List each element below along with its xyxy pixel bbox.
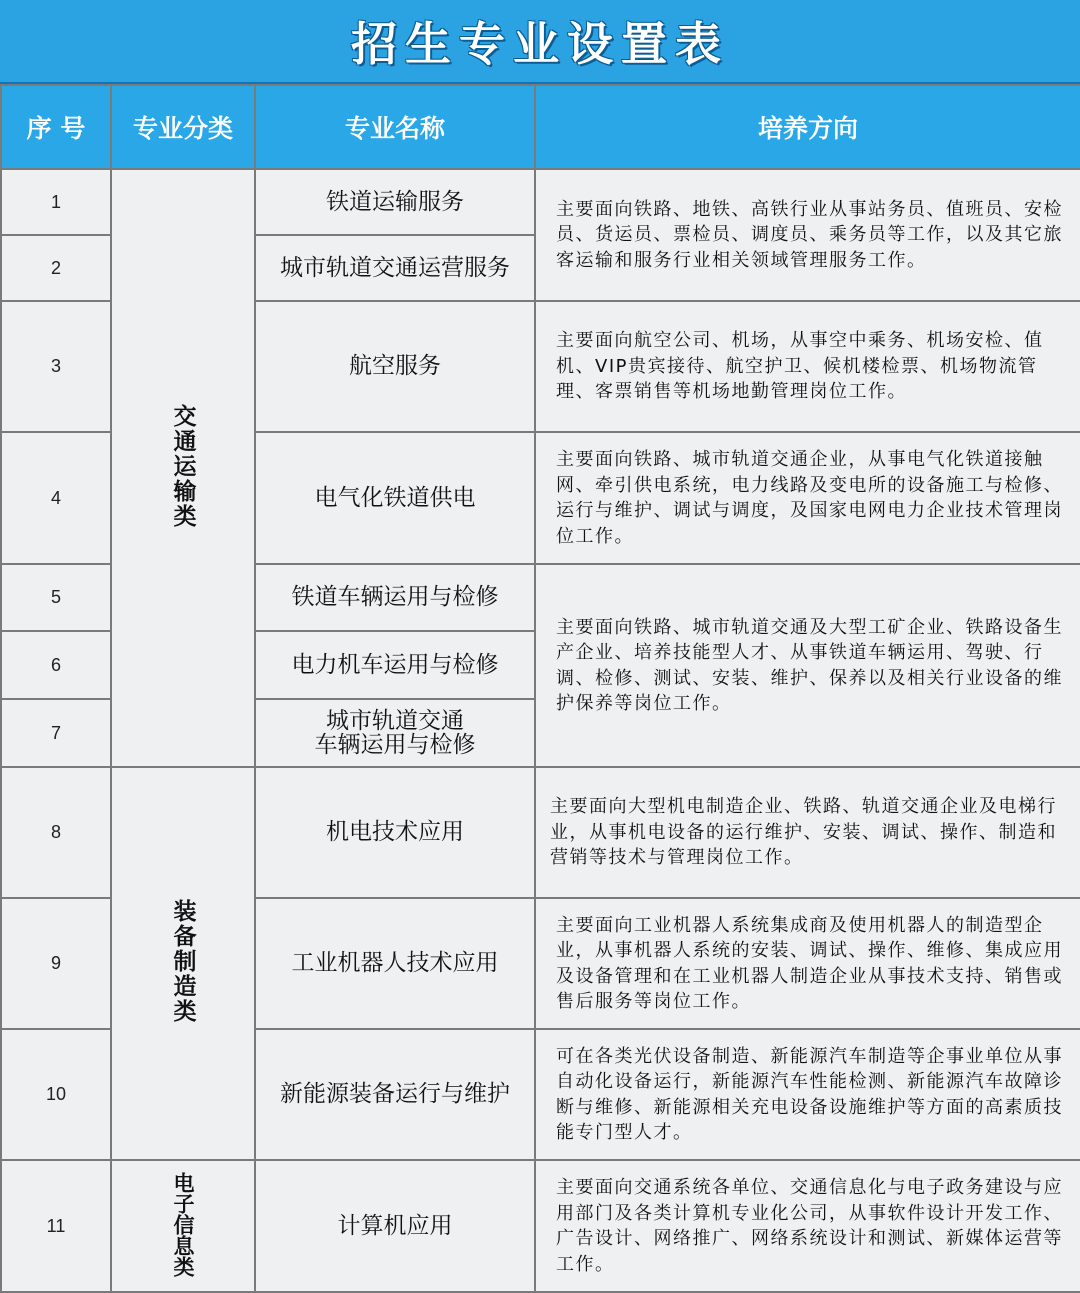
header-direction: 培养方向 <box>535 85 1080 169</box>
direction-cell <box>535 1029 1080 1160</box>
major-name-cell <box>255 699 535 767</box>
table-row <box>1 169 1080 235</box>
major-name-line: 城市轨道交通 <box>326 707 464 734</box>
seq-cell: 5 <box>1 564 111 631</box>
direction-text: 主要面向工业机器人系统集成商及使用机器人的制造型企业，从事机器人系统的安装、调试、操作、维修、集成应用及设备管理和在工业机器人制造企业从事技术支持、销售或售后服务等岗位工作。 <box>556 914 1063 1012</box>
major-name-cell: 城市轨道交通运营服务 <box>255 235 535 301</box>
major-name-cell: 电气化铁道供电 <box>255 432 535 564</box>
category-cell <box>111 169 255 767</box>
header-category: 专业分类 <box>111 85 255 169</box>
direction-text: 主要面向铁路、城市轨道交通企业，从事电气化铁道接触网、牵引供电系统，电力线路及变电所的设备施工与检修、运行与维护、调试与调度，及国家电网电力企业技术管理岗位工作。 <box>556 449 1063 547</box>
major-name-cell: 计算机应用 <box>255 1160 535 1292</box>
direction-text: 主要面向交通系统各单位、交通信息化与电子政务建设与应用部门及各类计算机专业化公司，从事软件设计开发工作、广告设计、网络推广、网络系统设计和测试、新媒体运营等工作。 <box>556 1177 1063 1275</box>
direction-text: 主要面向航空公司、机场，从事空中乘务、机场安检、值机、VIP贵宾接待、航空护卫、候机楼检票、机场物流管理、客票销售等机场地勤管理岗位工作。 <box>556 330 1044 403</box>
major-name-cell: 铁道运输服务 <box>255 169 535 235</box>
direction-text: 主要面向铁路、城市轨道交通及大型工矿企业、铁路设备生产企业、培养技能型人才、从事铁道车辆运用、驾驶、行调、检修、测试、安装、维护、保养以及相关行业设备的维护保养等岗位工作。 <box>556 616 1063 714</box>
major-name-cell: 工业机器人技术应用 <box>255 898 535 1029</box>
direction-cell <box>535 169 1080 301</box>
seq-cell: 7 <box>1 699 111 767</box>
category-label: 装备制造类 <box>169 899 196 1024</box>
seq-cell: 11 <box>1 1160 111 1292</box>
direction-text: 可在各类光伏设备制造、新能源汽车制造等企事业单位从事自动化设备运行，新能源汽车性能检测、新能源汽车故障诊断与维修、新能源相关充电设备设施维护等方面的高素质技能专门型人才。 <box>556 1045 1063 1143</box>
category-cell <box>111 767 255 1160</box>
seq-cell: 3 <box>1 301 111 432</box>
table-row <box>1 1160 1080 1292</box>
direction-cell <box>535 898 1080 1029</box>
table-row <box>1 767 1080 898</box>
major-name-cell: 电力机车运用与检修 <box>255 631 535 699</box>
direction-cell <box>535 301 1080 432</box>
seq-cell: 10 <box>1 1029 111 1160</box>
category-label: 电子信息类 <box>171 1171 195 1277</box>
seq-cell: 4 <box>1 432 111 564</box>
major-name-cell: 航空服务 <box>255 301 535 432</box>
major-name-cell: 新能源装备运行与维护 <box>255 1029 535 1160</box>
direction-text: 主要面向铁路、地铁、高铁行业从事站务员、值班员、安检员、货运员、票检员、调度员、乘务员等工作，以及其它旅客运输和服务行业相关领域管理服务工作。 <box>556 198 1063 271</box>
seq-cell: 9 <box>1 898 111 1029</box>
direction-cell <box>535 432 1080 564</box>
direction-text: 主要面向大型机电制造企业、铁路、轨道交通企业及电梯行业，从事机电设备的运行维护、安装、调试、操作、制造和营销等技术与管理岗位工作。 <box>550 796 1057 869</box>
header-row <box>1 85 1080 169</box>
seq-cell: 2 <box>1 235 111 301</box>
header-seq: 序 号 <box>1 85 111 169</box>
category-label: 交通运输类 <box>169 403 196 529</box>
direction-cell <box>535 767 1080 898</box>
title-banner <box>0 0 1080 84</box>
seq-cell: 1 <box>1 169 111 235</box>
category-cell <box>111 1160 255 1292</box>
seq-cell: 6 <box>1 631 111 699</box>
header-name: 专业名称 <box>255 85 535 169</box>
seq-cell: 8 <box>1 767 111 898</box>
major-name-cell: 铁道车辆运用与检修 <box>255 564 535 631</box>
major-table <box>0 84 1080 1293</box>
direction-cell <box>535 564 1080 767</box>
major-name-cell: 机电技术应用 <box>255 767 535 898</box>
major-name-line: 车辆运用与检修 <box>314 732 476 758</box>
direction-cell <box>535 1160 1080 1292</box>
page-title: 招生专业设置表 <box>351 17 729 71</box>
